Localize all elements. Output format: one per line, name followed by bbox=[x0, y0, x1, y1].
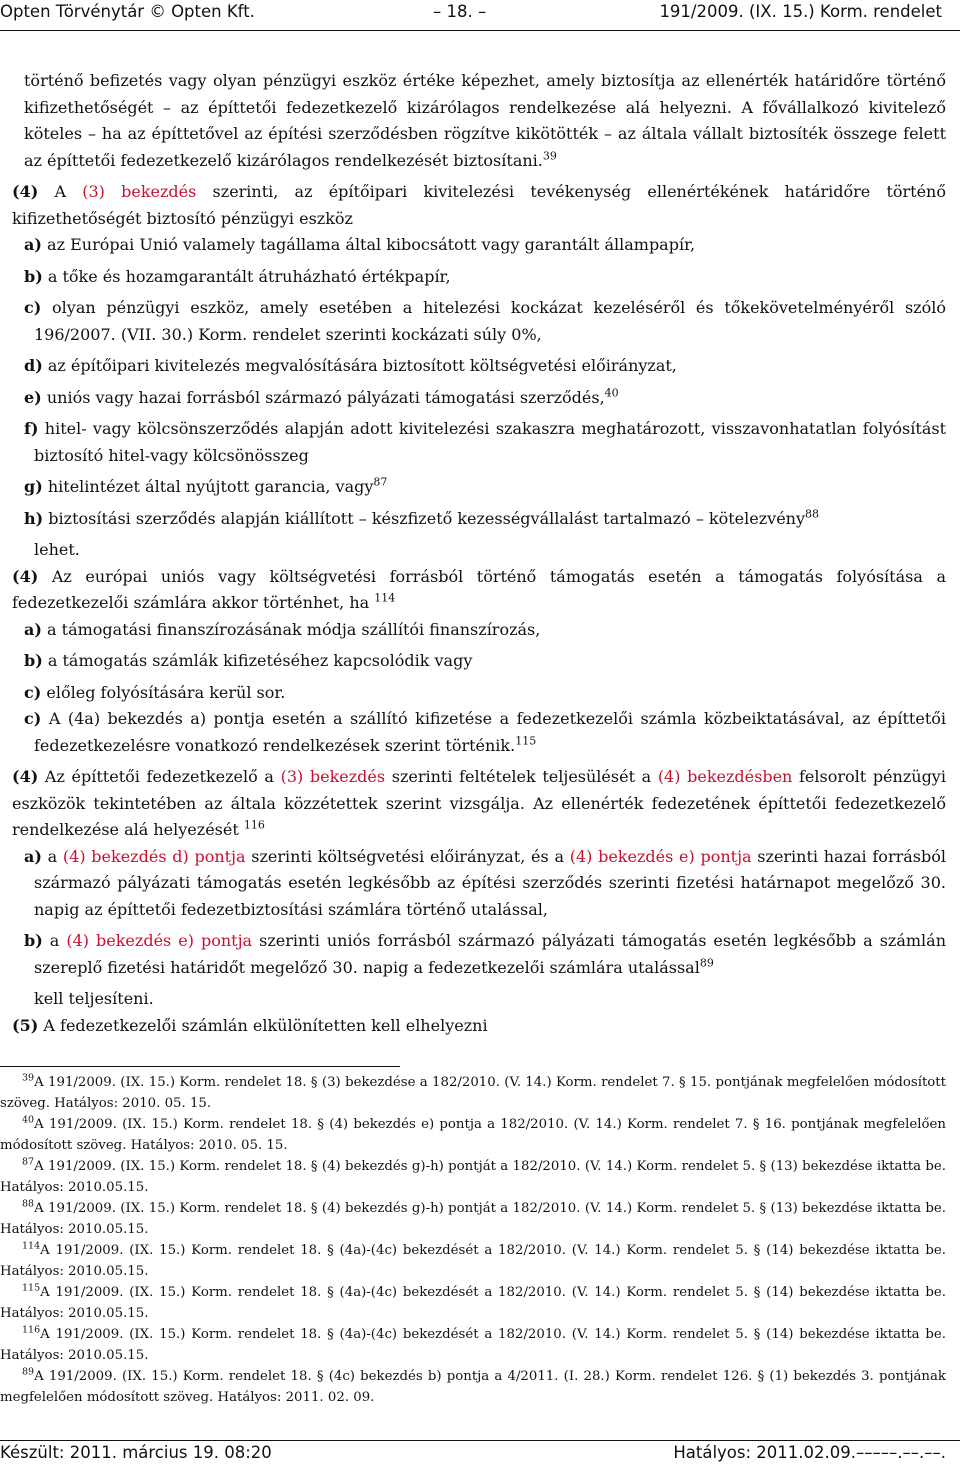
page-header bbox=[0, 0, 960, 30]
list-item: g) hitelintézet által nyújtott garancia, vagy$^{87}$ bbox=[24, 475, 388, 496]
footnote: $^{88}$A 191/2009. (IX. 15.) Korm. rendelet 18. § (4) bekezdés g)-h) pontját a 182/2010. (V. 14.) Korm. rendelet 5. § (13) bekezdése iktatta be. Hatályos: 2010.05.15. bbox=[0, 1198, 946, 1237]
footer-effective: Hatályos: 2011.02.09.–––––.––.––. bbox=[673, 1443, 946, 1462]
footnote-ref[interactable]: 87 bbox=[373, 475, 388, 489]
footnote-ref[interactable]: 114 bbox=[374, 591, 396, 605]
document-body bbox=[12, 68, 947, 1039]
footnote: $^{39}$A 191/2009. (IX. 15.) Korm. rendelet 18. § (3) bekezdése a 182/2010. (V. 14.) Korm. rendelet 7. § 15. pontjának megfelelően módosított szöveg. Hatályos: 2010. 05. 15. bbox=[0, 1072, 946, 1111]
footer-divider bbox=[0, 1440, 960, 1441]
list-closing: lehet. bbox=[34, 540, 80, 559]
section-4a-list bbox=[24, 617, 946, 707]
header-page-number: – 18. – bbox=[433, 2, 487, 21]
cross-reference-link[interactable]: (4) bekezdésben bbox=[657, 767, 793, 786]
intro-paragraph: történő befizetés vagy olyan pénzügyi eszköz értéke képezhet, amely biztosítja az ellenérték határidőre történő kifizethetőségét – az építtetői fedezetkezelő kizárólagos rendelkezése alá helyezni. A fővállalkozó kivitelező köteles – ha az építtetővel az építési szerződésben rögzítve kikötötték – az általa vállalt biztosíték összege felett az építtetői fedezetkezelő kizárólagos rendelkezését biztosítani.$^{39}$ bbox=[24, 71, 946, 170]
list-closing: kell teljesíteni. bbox=[34, 989, 154, 1008]
section-4d-paragraph: (4) Az építtetői fedezetkezelő a (3) bekezdés szerinti feltételek teljesülését a (4) bekezdésben felsorolt pénzügyi eszközök tekintetében az általa közzétettek szerint vizsgálja. Az ellenérték fedezetének építtetői fedezetkezelő rendelkezése alá helyezését $^{116}$ bbox=[12, 767, 946, 839]
footnote: $^{114}$A 191/2009. (IX. 15.) Korm. rendelet 18. § (4a)-(4c) bekezdését a 182/2010. (V. 14.) Korm. rendelet 5. § (14) bekezdése iktatta be. Hatályos: 2010.05.15. bbox=[0, 1240, 946, 1279]
list-item: a) az Európai Unió valamely tagállama által kibocsátott vagy garantált állampapír, bbox=[24, 235, 696, 254]
footnote-ref[interactable]: 40 bbox=[604, 386, 619, 400]
footnote-ref[interactable]: 116 bbox=[243, 818, 265, 832]
list-item: f) hitel- vagy kölcsönszerződés alapján adott kivitelezési szakaszra meghatározott, visszavonhatatlan folyósítást biztosító hitel-vagy kölcsönösszeg bbox=[24, 419, 946, 465]
footnote: $^{89}$A 191/2009. (IX. 15.) Korm. rendelet 18. § (4c) bekezdés b) pontja a 4/2011. (I. 28.) Korm. rendelet 126. § (1) bekezdés 3. pontjának megfelelően módosított szöveg. Hatályos: 2011. 02. 09. bbox=[0, 1366, 946, 1405]
footnote-ref[interactable]: 88 bbox=[805, 507, 820, 521]
section-number: (4) bbox=[12, 767, 39, 786]
section-4-list bbox=[24, 232, 946, 564]
section-number: (5) bbox=[12, 1015, 39, 1035]
page-footer bbox=[0, 1443, 960, 1467]
section-4c-paragraph: c) A (4a) bekezdés a) pontja esetén a szállító kifizetése a fedezetkezelői számla közbeiktatásával, az építtetői fedezetkezelésre vonatkozó rendelkezések szerint történik.$^{115}$ bbox=[24, 709, 946, 755]
footnote: $^{40}$A 191/2009. (IX. 15.) Korm. rendelet 18. § (4) bekezdés e) pontja a 182/2010. (V. 14.) Korm. rendelet 7. § 16. pontjának megfelelően módosított szöveg. Hatályos: 2010. 05. 15. bbox=[0, 1114, 946, 1153]
footnote-ref[interactable]: 39 bbox=[542, 149, 557, 163]
section-4a-paragraph: (4) Az európai uniós vagy költségvetési forrásból történő támogatás esetén a támogatás folyósítása a fedezetkezelői számlára akkor történhet, ha $^{114}$ bbox=[12, 566, 947, 612]
list-item: b) a (4) bekezdés e) pontja szerinti uniós forrásból származó pályázati támogatás esetén legkésőbb a számlán szereplő fizetési határidőt megelőző 30. napig a fedezetkezelői számlára utalással$^{89}$ bbox=[24, 931, 947, 977]
footnotes bbox=[0, 1072, 946, 1408]
footnote: $^{87}$A 191/2009. (IX. 15.) Korm. rendelet 18. § (4) bekezdés g)-h) pontját a 182/2010. (V. 14.) Korm. rendelet 5. § (13) bekezdése iktatta be. Hatályos: 2010.05.15. bbox=[0, 1156, 946, 1195]
cross-reference-link[interactable]: (3) bekezdés bbox=[82, 182, 197, 201]
footnote: $^{115}$A 191/2009. (IX. 15.) Korm. rendelet 18. § (4a)-(4c) bekezdését a 182/2010. (V. 14.) Korm. rendelet 5. § (14) bekezdése iktatta be. Hatályos: 2010.05.15. bbox=[0, 1282, 946, 1321]
list-item: c) olyan pénzügyi eszköz, amely esetében a hitelezési kockázat kezeléséről és tőkekövetelményéről szóló 196/2007. (VII. 30.) Korm. rendelet szerinti kockázati súly 0%, bbox=[24, 298, 946, 344]
list-item: c) előleg folyósítására kerül sor. bbox=[24, 682, 286, 702]
cross-reference-link[interactable]: (3) bekezdés bbox=[280, 767, 386, 786]
list-item: d) az építőipari kivitelezés megvalósítására biztosított költségvetési előirányzat, bbox=[24, 356, 677, 375]
header-left: Opten Törvénytár © Opten Kft. bbox=[0, 2, 255, 21]
footnote-divider bbox=[0, 1066, 400, 1067]
cross-reference-link[interactable]: (4) bekezdés e) pontja bbox=[66, 931, 253, 950]
section-5-paragraph: (5) A fedezetkezelői számlán elkülönítetten kell elhelyezni bbox=[12, 1015, 488, 1035]
header-right: 191/2009. (IX. 15.) Korm. rendelet bbox=[659, 2, 942, 21]
list-item: b) a támogatás számlák kifizetéséhez kapcsolódik vagy bbox=[24, 651, 473, 670]
list-item: e) uniós vagy hazai forrásból származó pályázati támogatási szerződés,$^{40}$ bbox=[24, 386, 619, 407]
list-item: b) a tőke és hozamgarantált átruházható értékpapír, bbox=[24, 266, 451, 286]
cross-reference-link[interactable]: (4) bekezdés d) pontja bbox=[62, 846, 246, 866]
section-number: (4) bbox=[12, 566, 39, 586]
footnote-ref[interactable]: 89 bbox=[699, 956, 714, 970]
footer-created: Készült: 2011. március 19. 08:20 bbox=[0, 1443, 272, 1462]
footnote-ref[interactable]: 115 bbox=[515, 734, 537, 748]
cross-reference-link[interactable]: (4) bekezdés e) pontja bbox=[569, 846, 752, 866]
footnote: $^{116}$A 191/2009. (IX. 15.) Korm. rendelet 18. § (4a)-(4c) bekezdését a 182/2010. (V. 14.) Korm. rendelet 5. § (14) bekezdése iktatta be. Hatályos: 2010.05.15. bbox=[0, 1324, 946, 1363]
section-4d-list bbox=[24, 844, 946, 1013]
list-item: a) a támogatási finanszírozásának módja szállítói finanszírozás, bbox=[24, 619, 541, 639]
list-item: a) a (4) bekezdés d) pontja szerinti költségvetési előirányzat, és a (4) bekezdés e) pontja szerinti hazai forrásból származó pályázati támogatás esetén legkésőbb az építési szerződés szerinti fizetési határnapot megelőző 30. napig az építtetői fedezetbiztosítási számlára történő utalással, bbox=[24, 846, 946, 919]
section-4-paragraph: (4) A (3) bekezdés szerinti, az építőipari kivitelezési tevékenység ellenértékének határidőre történő kifizethetőségét biztosító pénzügyi eszköz bbox=[12, 182, 946, 228]
section-number: (4) bbox=[12, 182, 39, 201]
header-divider bbox=[0, 30, 960, 31]
list-item: h) biztosítási szerződés alapján kiállított – készfizető kezességvállalást tartalmazó – kötelezvény$^{88}$ bbox=[24, 507, 820, 528]
